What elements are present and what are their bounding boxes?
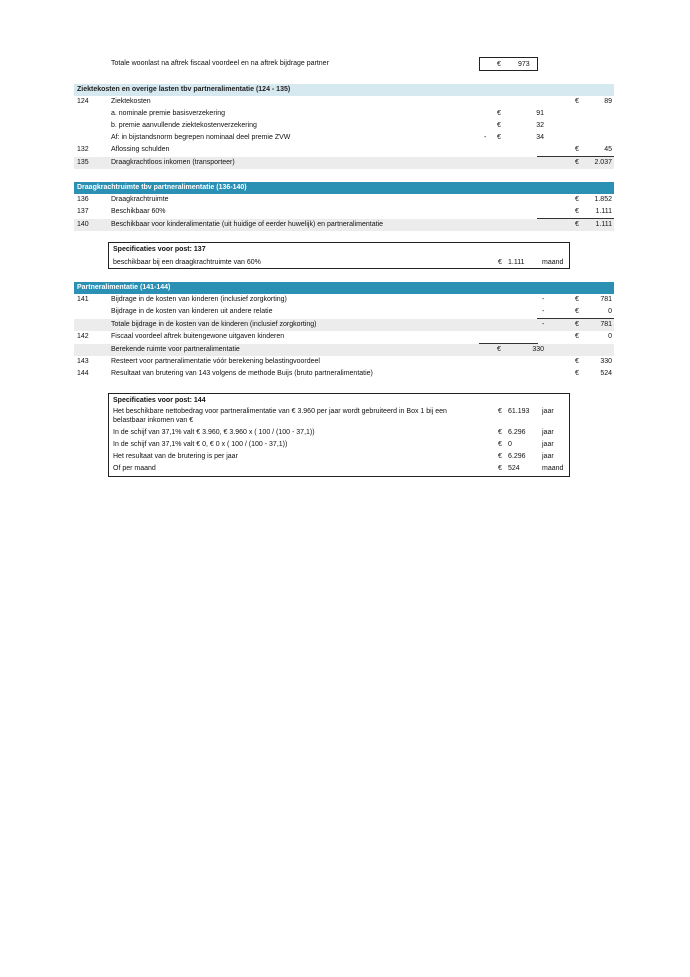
spec-box-137 <box>108 242 570 269</box>
spec-text: beschikbaar bij een draagkrachtruimte van 60% <box>113 259 261 266</box>
row-value: 45 <box>604 146 612 153</box>
table-row <box>74 319 614 331</box>
row-number: 140 <box>77 221 89 228</box>
row-euro: € <box>575 296 579 303</box>
row-label: Resultaat van brutering van 143 volgens de methode Buijs (bruto partneralimentatie) <box>111 370 373 377</box>
row-euro: € <box>497 346 501 353</box>
spec-amount: 0 <box>508 441 512 448</box>
table-row <box>74 306 614 318</box>
row-label: Beschikbaar 60% <box>111 208 166 215</box>
row-value: 91 <box>536 110 544 117</box>
spec-unit: jaar <box>542 429 554 436</box>
row-euro: € <box>575 321 579 328</box>
row-minus: - <box>542 296 545 303</box>
table-row <box>74 194 614 206</box>
row-label: Ziektekosten <box>111 98 151 105</box>
row-label: Bijdrage in de kosten van kinderen (inclusief zorgkorting) <box>111 296 287 303</box>
row-number: 132 <box>77 146 89 153</box>
row-euro: € <box>497 134 501 141</box>
table-row <box>74 120 614 132</box>
top-total-euro: € <box>497 61 501 68</box>
section-header-partneralimentatie: Partneralimentatie (141-144) <box>74 282 614 294</box>
row-label: Beschikbaar voor kinderalimentatie (uit huidige of eerder huwelijk) en partneralimentatie <box>111 221 383 228</box>
table-row <box>74 344 614 356</box>
table-row <box>74 108 614 120</box>
spec-amount: 61.193 <box>508 408 530 415</box>
table-row <box>74 157 614 169</box>
spec-euro: € <box>498 453 502 460</box>
row-number: 135 <box>77 159 89 166</box>
row-label: Aflossing schulden <box>111 146 170 153</box>
spec-euro: € <box>498 465 502 472</box>
row-value: 330 <box>532 346 544 353</box>
table-row <box>74 294 614 306</box>
row-value: 0 <box>608 333 612 340</box>
row-euro: € <box>575 370 579 377</box>
spec-amount: 6.296 <box>508 429 526 436</box>
row-value: 1.852 <box>594 196 612 203</box>
row-label: Totale bijdrage in de kosten van de kinderen (inclusief zorgkorting) <box>111 321 317 328</box>
spec-title: Specificaties voor post: 144 <box>113 397 206 404</box>
row-minus: - <box>542 321 545 328</box>
spec-unit: jaar <box>542 441 554 448</box>
row-value: 1.111 <box>595 208 612 215</box>
row-value: 32 <box>536 122 544 129</box>
section-header-ziektekosten: Ziektekosten en overige lasten tbv partneralimentatie (124 - 135) <box>74 84 614 96</box>
row-label: Bijdrage in de kosten van kinderen uit andere relatie <box>111 308 273 315</box>
row-number: 124 <box>77 98 89 105</box>
row-value: 524 <box>600 370 612 377</box>
table-row <box>74 331 614 343</box>
spec-euro: € <box>498 259 502 266</box>
row-label: Draagkrachtruimte <box>111 196 169 203</box>
table-row <box>74 219 614 231</box>
row-value: 330 <box>600 358 612 365</box>
row-euro: € <box>497 110 501 117</box>
table-row <box>74 132 614 144</box>
row-euro: € <box>575 358 579 365</box>
row-value: 781 <box>600 296 612 303</box>
row-euro: € <box>497 122 501 129</box>
row-label: Berekende ruimte voor partneralimentatie <box>111 346 240 353</box>
row-euro: € <box>575 159 579 166</box>
row-value: 2.037 <box>594 159 612 166</box>
row-number: 141 <box>77 296 89 303</box>
spec-unit: maand <box>542 465 564 472</box>
row-euro: € <box>575 98 579 105</box>
row-label: Draagkrachtloos inkomen (transporteer) <box>111 159 235 166</box>
row-minus: - <box>542 308 545 315</box>
row-value: 89 <box>604 98 612 105</box>
section-header-draagkrachtruimte: Draagkrachtruimte tbv partneralimentatie (136-140) <box>74 182 614 194</box>
spec-euro: € <box>498 441 502 448</box>
spec-euro: € <box>498 429 502 436</box>
spec-text-continued: belastbaar inkomen van € <box>113 417 194 424</box>
top-total-value: 973 <box>518 61 530 68</box>
table-row <box>74 96 614 108</box>
row-number: 144 <box>77 370 89 377</box>
spec-text: In de schijf van 37,1% valt € 0, € 0 x ( 100 / (100 - 37,1)) <box>113 441 288 448</box>
spec-euro: € <box>498 408 502 415</box>
row-label: a. nominale premie basisverzekering <box>111 110 225 117</box>
row-value: 1.111 <box>595 221 612 228</box>
top-total-label: Totale woonlast na aftrek fiscaal voordeel en na aftrek bijdrage partner <box>111 60 329 67</box>
table-row <box>74 144 614 156</box>
spec-text: Het resultaat van de brutering is per jaar <box>113 453 238 460</box>
spec-amount: 524 <box>508 465 520 472</box>
row-number: 136 <box>77 196 89 203</box>
row-value: 0 <box>608 308 612 315</box>
row-euro: € <box>575 221 579 228</box>
row-euro: € <box>575 308 579 315</box>
row-euro: € <box>575 146 579 153</box>
spec-amount: 1.111 <box>508 259 525 266</box>
row-number: 143 <box>77 358 89 365</box>
spec-unit: jaar <box>542 408 554 415</box>
table-row <box>74 368 614 380</box>
row-minus: - <box>484 134 487 141</box>
row-number: 142 <box>77 333 89 340</box>
row-label: Fiscaal voordeel aftrek buitengewone uitgaven kinderen <box>111 333 285 340</box>
spec-text: Het beschikbare nettobedrag voor partneralimentatie van € 3.960 per jaar wordt gebruiteerd in Box 1 bij een <box>113 408 447 415</box>
row-number: 137 <box>77 208 89 215</box>
table-row <box>74 206 614 218</box>
row-label: Af: in bijstandsnorm begrepen nominaal deel premie ZVW <box>111 134 291 141</box>
spec-title: Specificaties voor post: 137 <box>113 246 206 253</box>
row-euro: € <box>575 208 579 215</box>
row-euro: € <box>575 333 579 340</box>
row-label: b. premie aanvullende ziektekostenverzekering <box>111 122 257 129</box>
spec-unit: jaar <box>542 453 554 460</box>
spec-unit: maand <box>542 259 564 266</box>
table-row <box>74 356 614 368</box>
spec-text: Of per maand <box>113 465 156 472</box>
spec-text: In de schijf van 37,1% valt € 3.960, € 3.960 x ( 100 / (100 - 37,1)) <box>113 429 315 436</box>
row-euro: € <box>575 196 579 203</box>
spec-amount: 6.296 <box>508 453 526 460</box>
row-value: 34 <box>536 134 544 141</box>
top-total-box <box>479 57 538 71</box>
row-value: 781 <box>600 321 612 328</box>
spec-box-144 <box>108 393 570 477</box>
row-label: Resteert voor partneralimentatie vóór berekening belastingvoordeel <box>111 358 320 365</box>
